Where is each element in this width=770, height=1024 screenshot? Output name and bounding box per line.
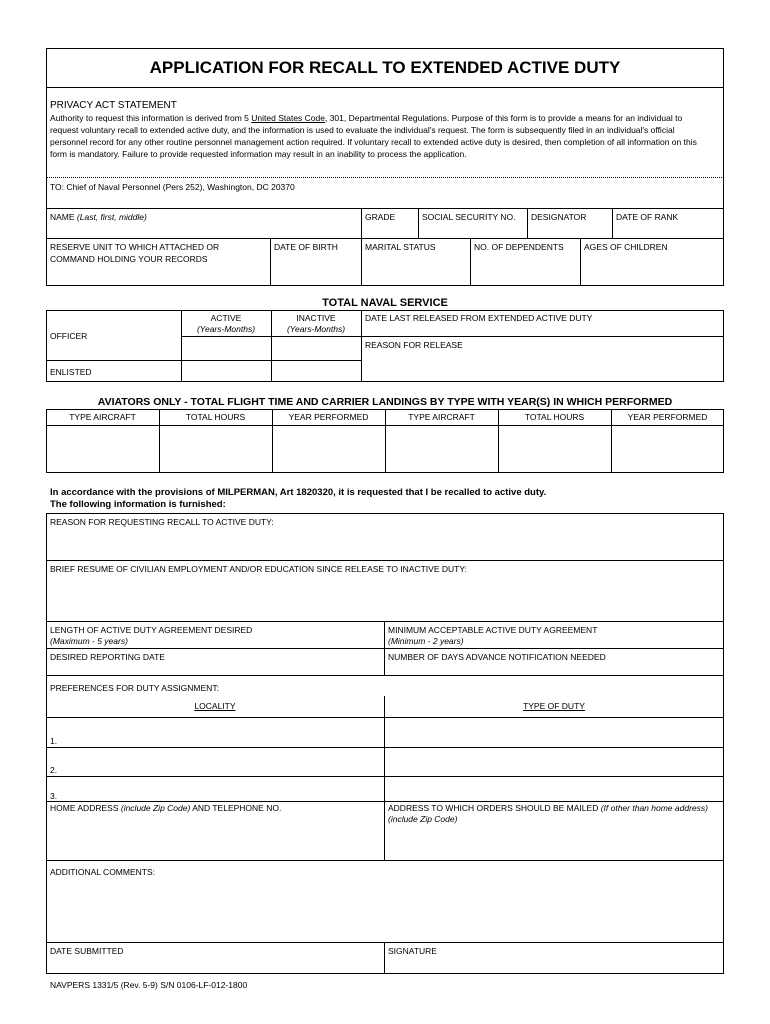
privacy-line-4: form is mandatory. Failure to provide requested information may result in an inability to process the application.: [50, 149, 467, 159]
address-top: [46, 801, 724, 802]
dob-divider: [270, 238, 271, 286]
rank-date-divider: [612, 208, 613, 238]
reserve-row-top: [46, 238, 724, 239]
pref-row-1-top: [46, 717, 724, 718]
total-hours-header: TOTAL HOURS: [185, 412, 246, 422]
signature-row-top: [46, 942, 724, 943]
inactive-header: INACTIVE: [296, 313, 336, 323]
orders-address-label: ADDRESS TO WHICH ORDERS SHOULD BE MAILED: [388, 803, 601, 813]
request-statement-2: The following information is furnished:: [50, 499, 226, 510]
aviators-heading: AVIATORS ONLY - TOTAL FLIGHT TIME AND CARRIER LANDINGS BY TYPE WITH YEAR(S) IN WHICH PERFORMED: [97, 396, 673, 408]
pref-row-3-top: [46, 776, 724, 777]
home-address-label: HOME ADDRESS: [50, 803, 121, 813]
enlisted-inactive-field[interactable]: [272, 361, 360, 381]
reporting-date-field[interactable]: DESIRED REPORTING DATE: [50, 652, 165, 662]
type-aircraft-header: TYPE AIRCRAFT: [69, 412, 136, 422]
year-performed-header: YEAR PERFORMED: [627, 412, 708, 422]
ssn-field[interactable]: SOCIAL SECURITY NO.: [422, 212, 516, 222]
enlisted-label: ENLISTED: [50, 367, 92, 377]
reason-release-field[interactable]: REASON FOR RELEASE: [365, 340, 463, 350]
pref-row-2[interactable]: 2.: [50, 765, 58, 775]
form-number: NAVPERS 1331/5 (Rev. 5-9) S/N 0106-LF-012-1800: [50, 980, 248, 990]
grade-field[interactable]: GRADE: [365, 212, 396, 222]
officer-label: OFFICER: [50, 331, 88, 341]
request-table: [46, 513, 724, 974]
dependents-divider: [470, 238, 471, 286]
pref-row-2-top: [46, 747, 724, 748]
type-of-duty-header: TYPE OF DUTY: [523, 701, 585, 711]
privacy-text: , 301, Departmental Regulations. Purpose of this form is to provide a means for an individual to: [324, 113, 683, 123]
date-released-field[interactable]: DATE LAST RELEASED FROM EXTENDED ACTIVE DUTY: [365, 313, 593, 323]
ssn-divider: [418, 208, 419, 238]
request-statement: In accordance with the provisions of MILPERMAN, Art 1820320, it is requested that I be recalled to active duty.: [50, 487, 547, 498]
year-performed-header: YEAR PERFORMED: [288, 412, 369, 422]
aviators-entry-area[interactable]: [47, 426, 723, 472]
additional-comments-field[interactable]: ADDITIONAL COMMENTS:: [50, 867, 155, 877]
reason-recall-field[interactable]: REASON FOR REQUESTING RECALL TO ACTIVE DUTY:: [50, 517, 274, 527]
officer-inactive-field[interactable]: [272, 337, 360, 359]
pref-row-3[interactable]: 3.: [50, 791, 58, 801]
pref-row-1[interactable]: 1.: [50, 736, 58, 746]
preferences-divider: [384, 696, 385, 860]
orders-zip-hint: (include Zip Code): [388, 814, 458, 824]
grade-divider: [361, 208, 362, 238]
service-col-3: [361, 310, 362, 382]
name-hint: (Last, first, middle): [76, 212, 147, 222]
date-of-rank-field[interactable]: DATE OF RANK: [616, 212, 679, 222]
reporting-top: [46, 648, 724, 649]
privacy-heading: PRIVACY ACT STATEMENT: [50, 100, 177, 111]
designator-field[interactable]: DESIGNATOR: [531, 212, 587, 222]
preferences-top: [46, 675, 724, 676]
usc-reference: United States Code: [251, 113, 325, 123]
comments-top: [46, 860, 724, 861]
length-top: [46, 621, 724, 622]
enlisted-active-field[interactable]: [182, 361, 270, 381]
preferences-label: PREFERENCES FOR DUTY ASSIGNMENT:: [50, 683, 219, 693]
resume-field[interactable]: BRIEF RESUME OF CIVILIAN EMPLOYMENT AND/OR EDUCATION SINCE RELEASE TO INACTIVE DUTY:: [50, 564, 467, 574]
advance-notice-field[interactable]: NUMBER OF DAYS ADVANCE NOTIFICATION NEEDED: [388, 652, 606, 662]
reserve-unit-field[interactable]: RESERVE UNIT TO WHICH ATTACHED OR: [50, 242, 220, 252]
marital-divider: [361, 238, 362, 286]
length-max-hint: (Maximum - 5 years): [50, 636, 128, 646]
officer-active-field[interactable]: [182, 337, 270, 359]
service-heading: TOTAL NAVAL SERVICE: [322, 297, 448, 309]
signature-field[interactable]: SIGNATURE: [388, 946, 437, 956]
min-agreement-field[interactable]: MINIMUM ACCEPTABLE ACTIVE DUTY AGREEMENT: [388, 625, 598, 635]
designator-divider: [527, 208, 528, 238]
privacy-line-3: personnel record for any other routine personnel management action required. If voluntary recall to extended active duty is desired, then completion of all information on this: [50, 137, 697, 147]
to-address: TO: Chief of Naval Personnel (Pers 252), Washington, DC 20370: [50, 182, 295, 192]
total-hours-header: TOTAL HOURS: [524, 412, 585, 422]
locality-header: LOCALITY: [194, 701, 236, 711]
active-unit: (Years-Months): [196, 324, 256, 334]
orders-address-field[interactable]: [388, 803, 708, 814]
name-label: NAME: [50, 212, 77, 222]
privacy-line-2: request voluntary recall to extended active duty, and the information is used to evaluate the individual's request. The form is subsequently filed in an individual's official: [50, 125, 675, 135]
home-address-field[interactable]: [50, 803, 281, 814]
marital-status-field[interactable]: MARITAL STATUS: [365, 242, 436, 252]
children-divider: [580, 238, 581, 286]
type-aircraft-header: TYPE AIRCRAFT: [408, 412, 475, 422]
privacy-divider: [46, 177, 724, 178]
privacy-text: Authority to request this information is derived from 5: [50, 113, 252, 123]
length-desired-field[interactable]: LENGTH OF ACTIVE DUTY AGREEMENT DESIRED: [50, 625, 253, 635]
ages-of-children-field[interactable]: AGES OF CHILDREN: [584, 242, 668, 252]
date-of-birth-field[interactable]: DATE OF BIRTH: [274, 242, 338, 252]
inactive-unit: (Years-Months): [286, 324, 346, 334]
page-title: APPLICATION FOR RECALL TO EXTENDED ACTIVE DUTY: [149, 58, 621, 77]
dependents-field[interactable]: NO. OF DEPENDENTS: [474, 242, 564, 252]
release-divider: [361, 336, 724, 337]
home-zip-hint: (include Zip Code): [120, 803, 191, 813]
active-header: ACTIVE: [210, 313, 242, 323]
name-field-label[interactable]: [50, 212, 147, 223]
privacy-line-1: [50, 113, 682, 124]
reserve-unit-label-2: COMMAND HOLDING YOUR RECORDS: [50, 254, 208, 264]
resume-top: [46, 560, 724, 561]
home-phone-label: AND TELEPHONE NO.: [190, 803, 282, 813]
orders-hint: (If other than home address): [600, 803, 708, 813]
signature-divider: [384, 942, 385, 974]
min-agreement-hint: (Minimum - 2 years): [388, 636, 464, 646]
name-row-top: [46, 208, 724, 209]
title-divider: [46, 87, 724, 88]
date-submitted-field[interactable]: DATE SUBMITTED: [50, 946, 124, 956]
